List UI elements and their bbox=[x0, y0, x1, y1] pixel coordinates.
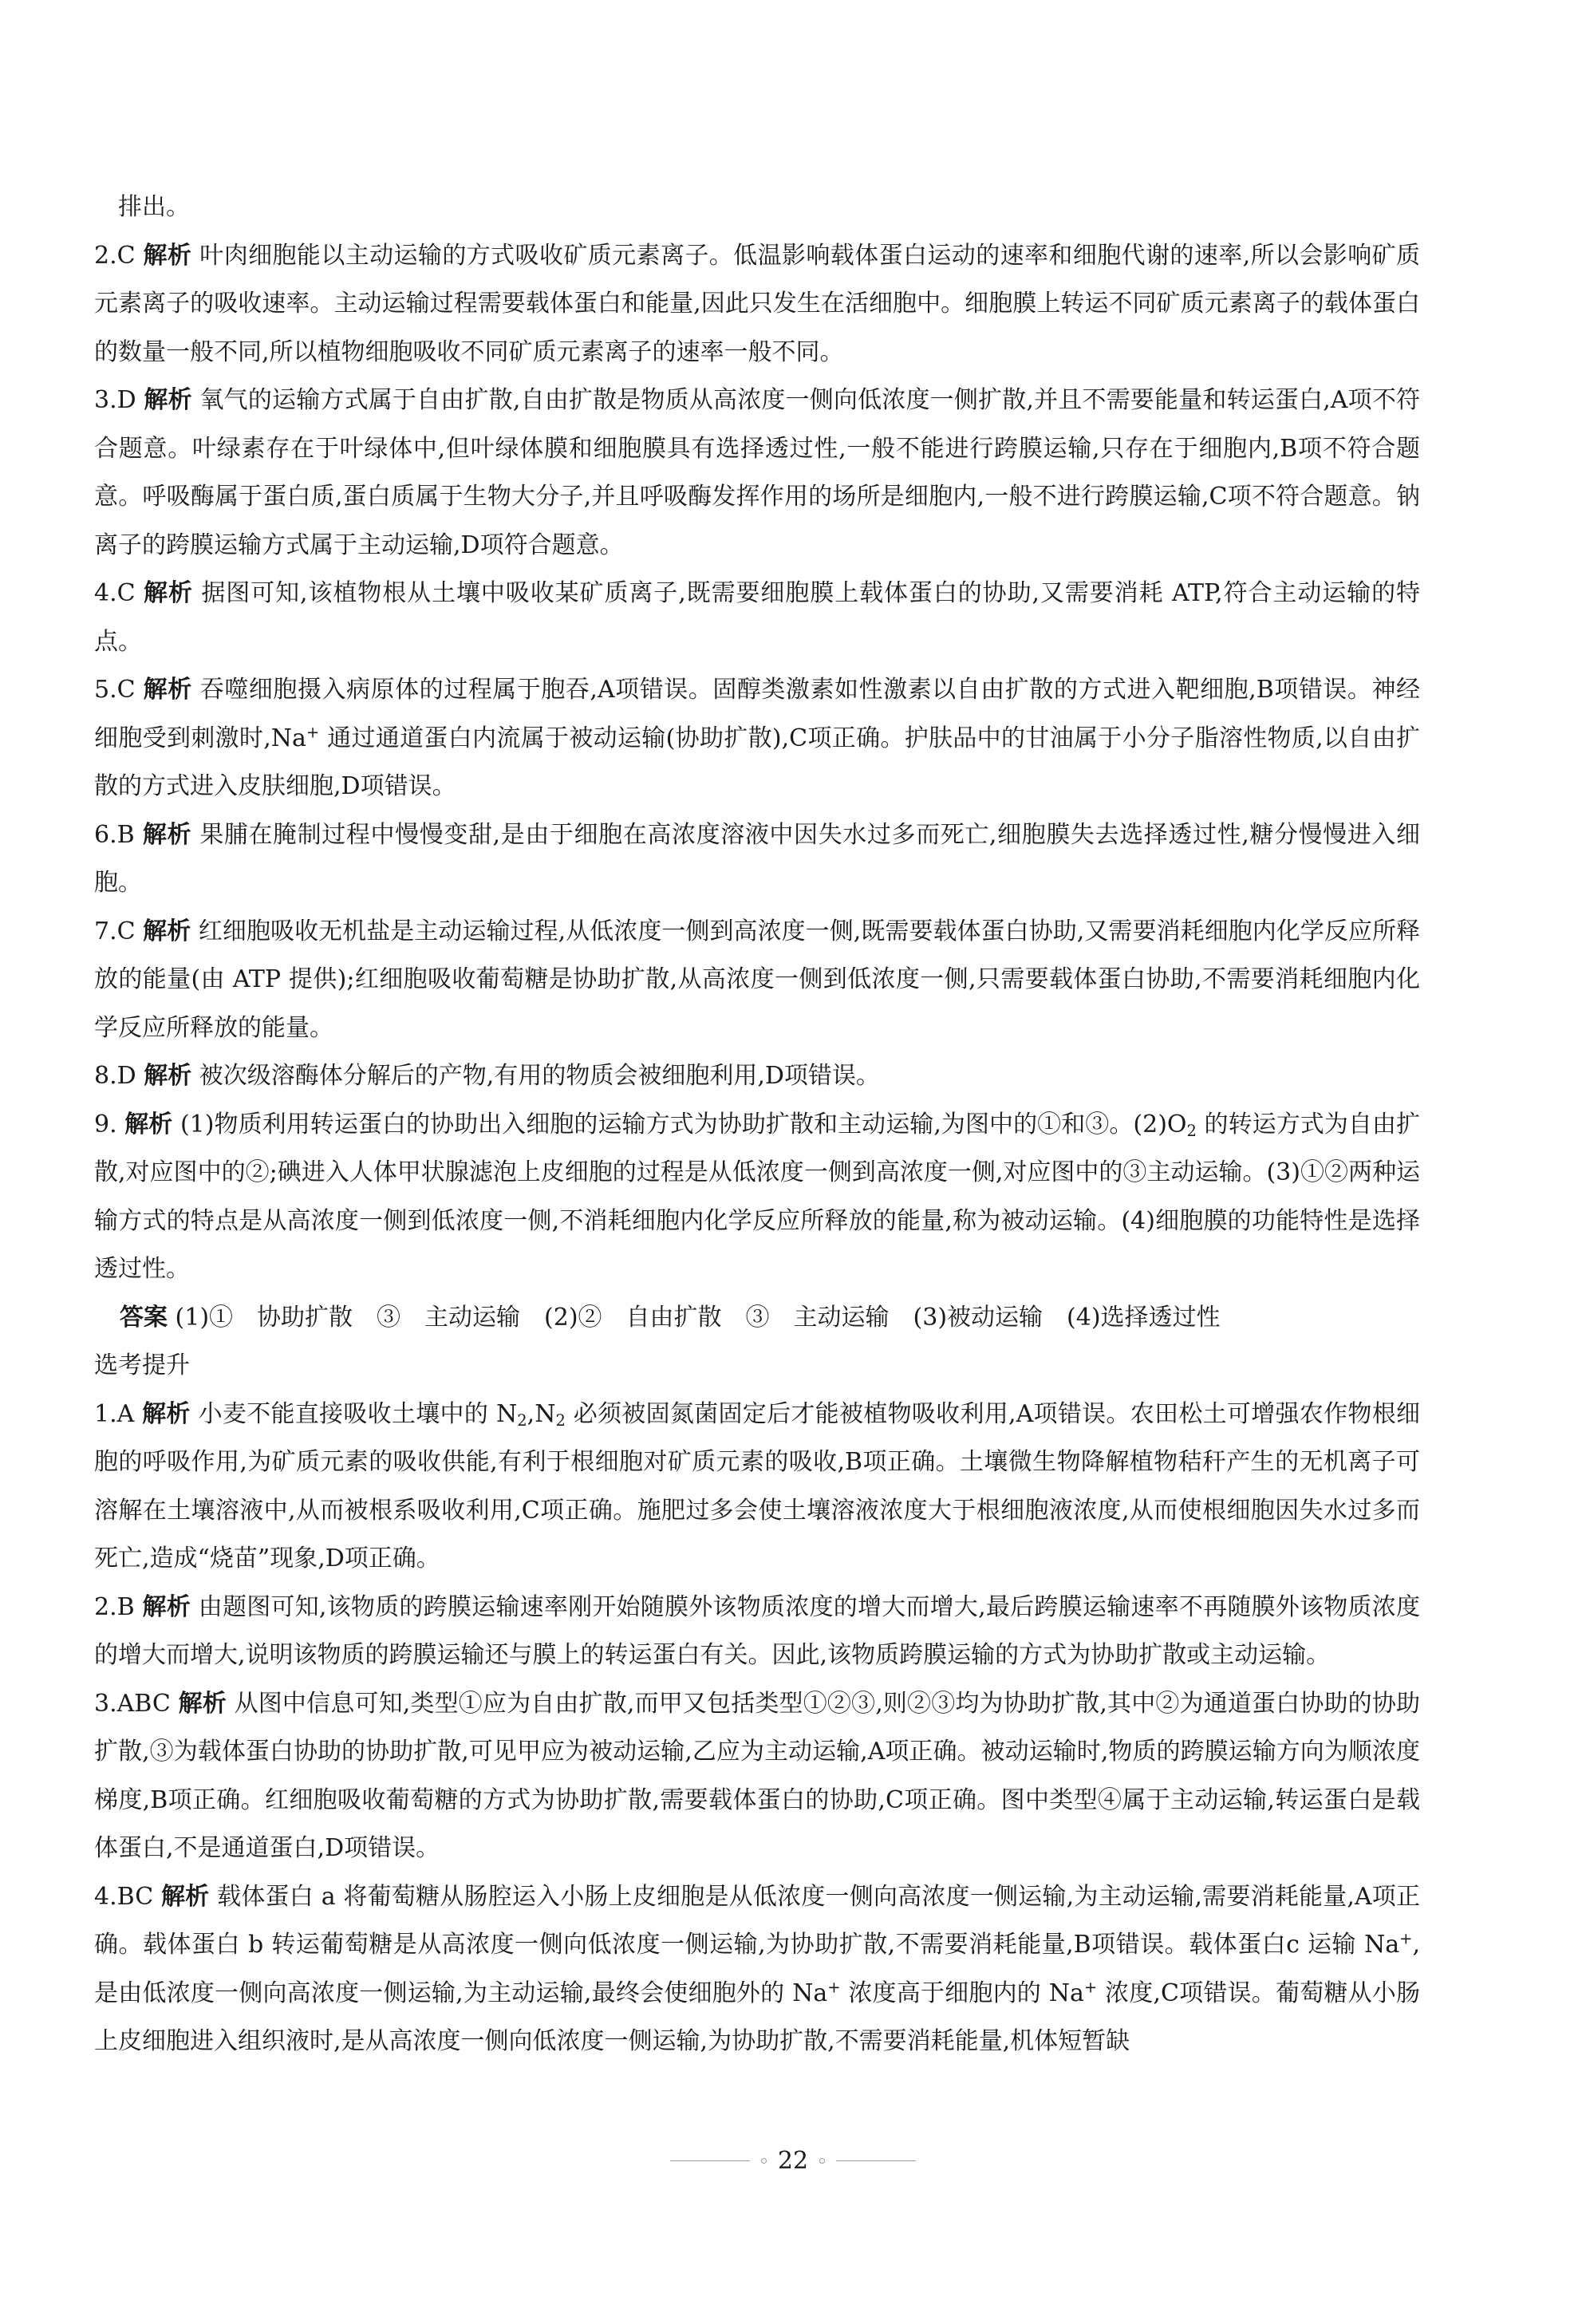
explanation-text: 物根细胞的呼吸作用,为矿质元素的吸收供能,有利于根细胞对矿质元素的吸收,B项正确。土壤微生物降解植物秸秆产生 bbox=[94, 1399, 1420, 1476]
answer-item bbox=[94, 1680, 1420, 1873]
explanation-label: 解析 bbox=[178, 1689, 227, 1718]
explanation-text: ,N bbox=[527, 1399, 556, 1428]
item-number: 3.D bbox=[94, 386, 136, 414]
intro-line: 排出。 bbox=[118, 193, 190, 221]
answer-text: (1)① 协助扩散 ③ 主动运输 (2)② 自由扩散 ③ 主动运输 (3)被动运输 (4)选择透过性 bbox=[175, 1303, 1221, 1332]
explanation-text: 子的载体蛋白的数量一般不同,所以植物细胞吸收不同矿质元素离子的速率一般不同。 bbox=[94, 290, 1420, 366]
answer-line bbox=[94, 1294, 1420, 1343]
explanation-label: 解析 bbox=[142, 1592, 191, 1621]
explanation-text: 据图可知,该植物根从土壤中吸收某矿质离子,既需要细胞膜上载体蛋白的协助,又需要消耗 ATP,符合主动运输 bbox=[201, 579, 1372, 607]
item-number: 6.B bbox=[94, 820, 135, 849]
section-title: 选考提升 bbox=[94, 1351, 190, 1379]
explanation-label: 解析 bbox=[160, 1882, 210, 1911]
answer-item bbox=[94, 232, 1420, 377]
answer-item bbox=[94, 1873, 1420, 2066]
superscript: + bbox=[1399, 1929, 1413, 1948]
explanation-text: A项正确。载体蛋白 b 转运葡萄糖是从高浓度一侧向低浓度一侧运输,为协助扩散,不需要消耗能量,B项错误。载体蛋白 bbox=[94, 1882, 1420, 1959]
explanation-text: 吞噬细胞摄入病原体的过程属于胞吞,A项错误。固醇类激素如性激素以自由扩散的方式进入靶细胞,B项错误。 bbox=[199, 676, 1372, 704]
explanation-text: 应所释放的能量(由 ATP 提供);红细胞吸收葡萄糖是协助扩散,从高浓度一侧到低浓度一侧,只需要载体蛋白协助,不需 bbox=[94, 917, 1421, 993]
answer-item bbox=[94, 908, 1420, 1053]
explanation-label: 解析 bbox=[144, 579, 193, 607]
explanation-label: 解析 bbox=[143, 676, 192, 704]
answer-list-advanced bbox=[94, 1391, 1420, 2066]
subscript: 2 bbox=[555, 1411, 566, 1430]
item-number: 4.BC bbox=[94, 1882, 154, 1911]
explanation-text: 于主动运输,转运蛋白是载体蛋白,不是通道蛋白,D项错误。 bbox=[94, 1785, 1420, 1862]
item-number: 5.C bbox=[94, 676, 136, 704]
explanation-text: 神经细胞受到刺激时,Na bbox=[94, 676, 1420, 752]
explanation-label: 解析 bbox=[142, 1399, 191, 1428]
item-number: 1.A bbox=[94, 1399, 135, 1428]
explanation-text: 的特点。 bbox=[94, 579, 1420, 656]
answer-item bbox=[94, 1391, 1420, 1584]
item-number: 7.C bbox=[94, 917, 136, 945]
answer-list-basic bbox=[94, 232, 1420, 1294]
page-footer bbox=[0, 2144, 1586, 2176]
explanation-label: 解析 bbox=[144, 1062, 192, 1090]
answer-item bbox=[94, 666, 1420, 811]
explanation-label: 解析 bbox=[144, 386, 192, 414]
explanation-text: c 运输 Na bbox=[1286, 1931, 1400, 1959]
explanation-text: 入细胞。 bbox=[94, 820, 1421, 897]
explanation-text: 载体蛋白 a 将葡萄糖从肠腔运入小肠上皮细胞是从低浓度一侧向高浓度一侧运输,为主动运输,需要消耗能量, bbox=[217, 1882, 1355, 1911]
explanation-label: 解析 bbox=[143, 917, 191, 945]
explanation-text: 胞膜的功能特性是选择透过性。 bbox=[94, 1206, 1421, 1283]
subscript: 2 bbox=[517, 1411, 527, 1430]
explanation-text: 误。葡萄糖从小肠上皮细胞进入组织液时,是从高浓度一侧向低浓度一侧运输,为协助扩散,不需要消耗能量,机体短暂缺 bbox=[94, 1979, 1421, 2055]
explanation-text: 氧气的运输方式属于自由扩散,自由扩散是物质从高浓度一侧向低浓度一侧扩散,并且不需要能量和转运蛋白,A bbox=[199, 386, 1348, 414]
item-number: 4.C bbox=[94, 579, 136, 607]
superscript: + bbox=[827, 1977, 841, 1996]
explanation-text: 运输方向为顺浓度梯度,B项正确。红细胞吸收葡萄糖的方式为协助扩散,需要载体蛋白的协助,C项正确。图中类型④属 bbox=[94, 1738, 1420, 1814]
explanation-text: 的转运方式为自 bbox=[1196, 1110, 1372, 1138]
answer-item bbox=[94, 811, 1420, 908]
answer-item bbox=[94, 570, 1420, 666]
footer-rule-left bbox=[670, 2160, 750, 2161]
item-number: 9. bbox=[94, 1110, 117, 1138]
explanation-text: 浓度,C项错 bbox=[1097, 1979, 1228, 2007]
superscript: + bbox=[306, 722, 320, 741]
explanation-text: 被次级溶酶体分解后的产物,有用的物质会被细胞利用,D项错误。 bbox=[199, 1062, 880, 1090]
explanation-label: 解析 bbox=[143, 241, 192, 270]
answer-item bbox=[94, 1584, 1420, 1680]
explanation-text: 质,以自由扩散的方式进入皮肤细胞,D项错误。 bbox=[94, 724, 1420, 800]
item-number: 2.C bbox=[94, 241, 136, 270]
explanation-text: 项不符合题意。叶绿素存在于叶绿体中,但叶绿体膜和细胞膜具有选择透过性,一般不能进行跨膜运输,只存在于细胞内, bbox=[94, 386, 1420, 463]
explanation-text: 根细胞因失水过多而死亡,造成“烧苗”现象,D项正确。 bbox=[94, 1496, 1421, 1572]
explanation-label: 解析 bbox=[124, 1110, 173, 1138]
explanation-text: 果脯在腌制过程中慢慢变甜,是由于细胞在高浓度溶液中因失水过多而死亡,细胞膜失去选择透过性,糖分慢慢进 bbox=[199, 820, 1372, 849]
explanation-text: 要消耗细胞内化学反应所释放的能量。 bbox=[94, 965, 1421, 1042]
explanation-text: 的无机离子可溶解在土壤溶液中,从而被根系吸收利用,C项正确。施肥过多会使土壤溶液浓度大于根细胞液浓度,从而使 bbox=[94, 1448, 1421, 1525]
superscript: + bbox=[1083, 1977, 1098, 1996]
explanation-text: 运输。 bbox=[1258, 1641, 1331, 1669]
page-number: 22 bbox=[777, 2146, 809, 2175]
explanation-text: ,是由低浓度一侧向高浓度一侧运输,为主动运输,最终会使细胞外的 Na bbox=[94, 1931, 1421, 2007]
explanation-text: 的协助扩散,③为载体蛋白协助的协助扩散,可见甲应为被动运输,乙应为主动运输,A项正确。被动运输时,物质的跨膜 bbox=[94, 1689, 1420, 1766]
footer-dot-right bbox=[819, 2158, 825, 2164]
explanation-text: 矿质元素离子的吸收速率。主动运输过程需要载体蛋白和能量,因此只发生在活细胞中。细胞膜上转运不同矿质元素离 bbox=[94, 241, 1421, 318]
answer-label: 答案 bbox=[120, 1303, 168, 1332]
explanation-text: 红细胞吸收无机盐是主动运输过程,从低浓度一侧到高浓度一侧,既需要载体蛋白协助,又需要消耗细胞内化学反 bbox=[198, 917, 1348, 945]
page-content bbox=[94, 183, 1420, 2066]
explanation-text: 必须被固氮菌固定后才能被植物吸收利用,A项错误。农田松土可增强农作 bbox=[565, 1399, 1348, 1428]
explanation-text: B项不符合题意。呼吸酶属于蛋白质,蛋白质属于生物大分子,并且呼吸酶发挥作用的场所是细胞内,一般不进行跨膜运 bbox=[94, 434, 1420, 511]
answer-item bbox=[94, 1052, 1420, 1101]
explanation-text: 输,C项不符合题意。钠离子的跨膜运输方式属于主动运输,D项符合题意。 bbox=[94, 483, 1420, 559]
explanation-text: (3)①②两种运输方式的特点是从高浓度一侧到低浓度一侧,不消耗细胞内化学反应所释放的能量,称为被动运输。(4)细 bbox=[94, 1158, 1420, 1235]
footer-rule-right bbox=[836, 2160, 916, 2161]
explanation-text: (1)物质利用转运蛋白的协助出入细胞的运输方式为协助扩散和主动运输,为图中的①和③。(2)O bbox=[180, 1110, 1187, 1138]
explanation-text: 浓度高于细胞内的 Na bbox=[840, 1979, 1084, 2007]
explanation-text: 小麦不能直接吸收土壤中的 N bbox=[198, 1399, 518, 1428]
item-number: 3.ABC bbox=[94, 1689, 171, 1718]
explanation-text: 从图中信息可知,类型①应为自由扩散,而甲又包括类型①②③,则②③均为协助扩散,其中②为通道蛋白协助 bbox=[234, 1689, 1348, 1718]
footer-dot-left bbox=[761, 2158, 767, 2164]
subscript: 2 bbox=[1186, 1121, 1197, 1140]
item-number: 2.B bbox=[94, 1592, 135, 1621]
explanation-text: 通过通道蛋白内流属于被动运输(协助扩散),C项正确。护肤品中的甘油属于小分子脂溶性物 bbox=[319, 724, 1292, 752]
explanation-text: 质浓度的增大而增大,说明该物质的跨膜运输还与膜上的转运蛋白有关。因此,该物质跨膜运输的方式为协助扩散或主动 bbox=[94, 1592, 1420, 1669]
explanation-text: 叶肉细胞能以主动运输的方式吸收矿质元素离子。低温影响载体蛋白运动的速率和细胞代谢的速率,所以会影响 bbox=[199, 241, 1372, 270]
explanation-text: 由扩散,对应图中的②;碘进入人体甲状腺滤泡上皮细胞的过程是从低浓度一侧到高浓度一侧,对应图中的③主动运输。 bbox=[94, 1110, 1421, 1186]
explanation-text: 由题图可知,该物质的跨膜运输速率刚开始随膜外该物质浓度的增大而增大,最后跨膜运输速率不再随膜外该物 bbox=[198, 1592, 1348, 1621]
answer-item bbox=[94, 1101, 1420, 1294]
answer-item bbox=[94, 377, 1420, 570]
explanation-label: 解析 bbox=[142, 820, 192, 849]
item-number: 8.D bbox=[94, 1062, 136, 1090]
